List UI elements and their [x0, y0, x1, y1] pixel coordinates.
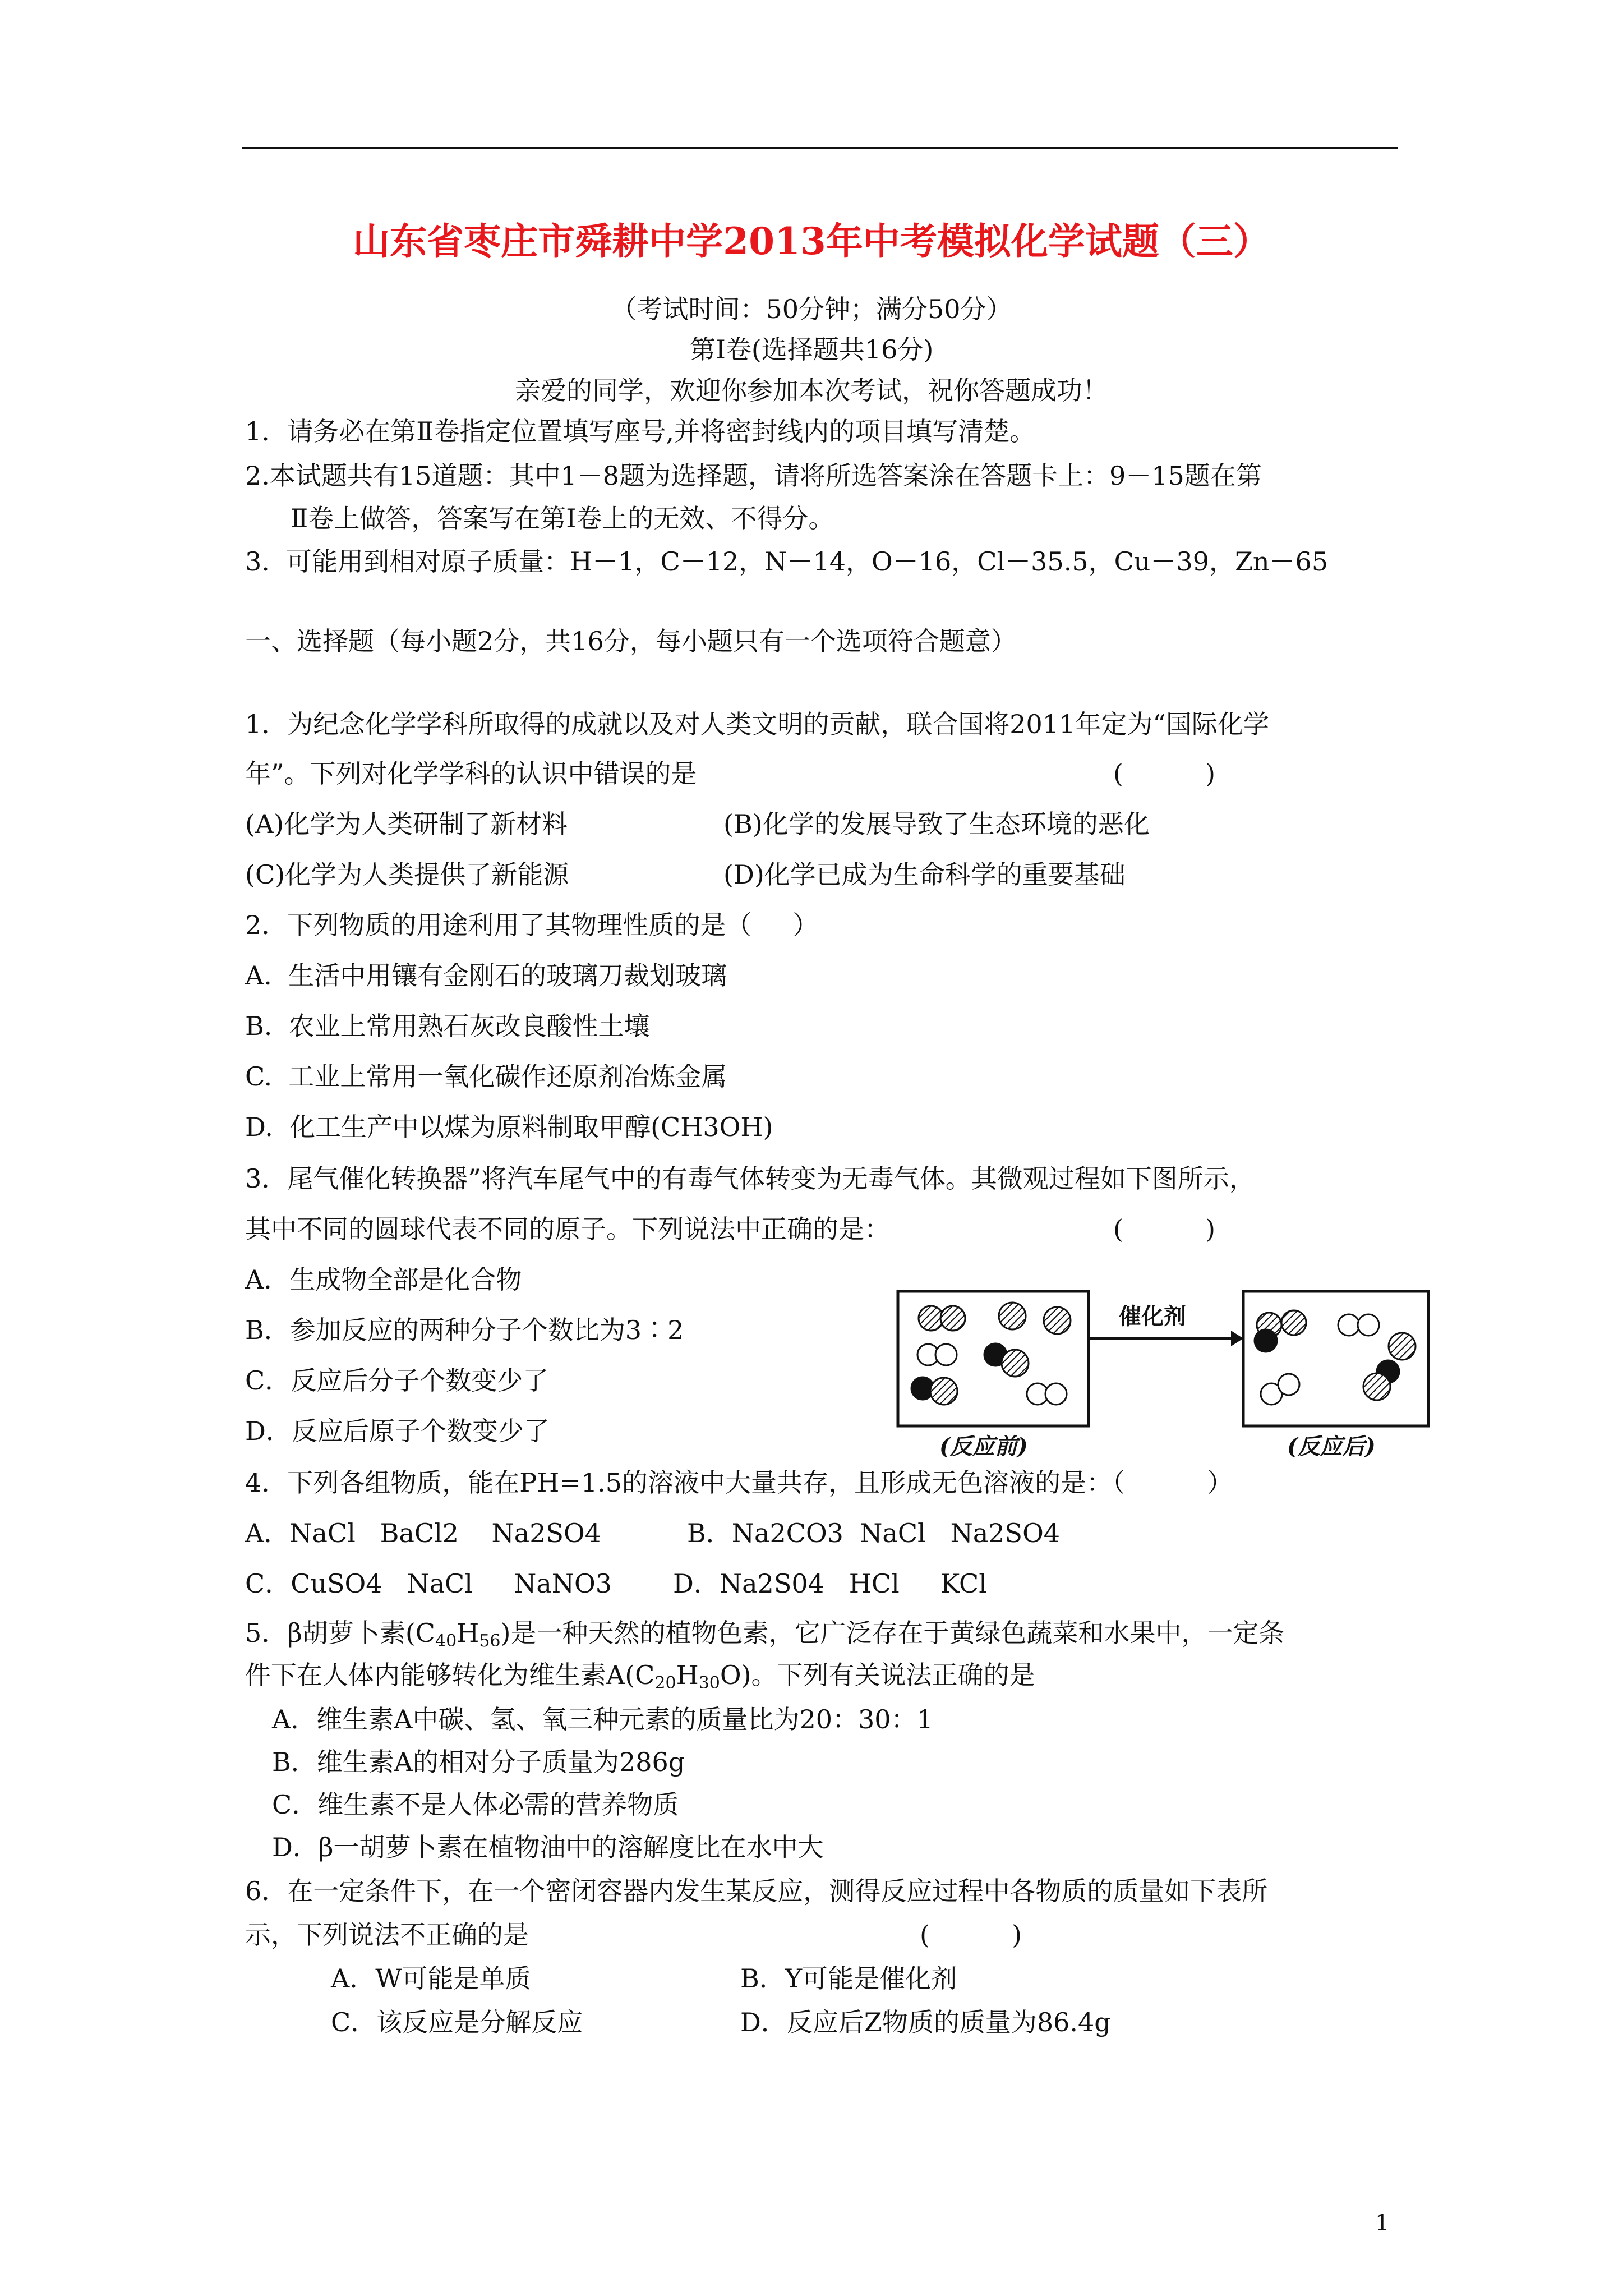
q2-option-b: B. 农业上常用熟石灰改良酸性土壤	[245, 1011, 650, 1041]
q3-option-a: A．生成物全部是化合物	[245, 1264, 522, 1295]
q1-option-c: (C)化学为人类提供了新能源	[245, 859, 569, 890]
q6-option-c: C．该反应是分解反应	[331, 2007, 583, 2037]
q4-option-c: C．CuSO4 NaCl NaNO3	[245, 1568, 612, 1599]
after-molecules	[1255, 1310, 1415, 1405]
q3-answer-bracket: ( )	[1113, 1214, 1216, 1244]
q4-option-a: A．NaCl BaCl2 Na2SO4	[245, 1518, 601, 1548]
q1-stem-line1: 1．为纪念化学学科所取得的成就以及对人类文明的贡献，联合国将2011年定为“国际化学	[245, 709, 1269, 739]
instruction-2-cont: Ⅱ卷上做答，答案写在第Ⅰ卷上的无效、不得分。	[291, 503, 834, 533]
q6-answer-bracket: ( )	[920, 1920, 1022, 1950]
q2-stem: 2．下列物质的用途利用了其物理性质的是（ ）	[245, 910, 819, 940]
greeting: 亲爱的同学，欢迎你参加本次考试，祝你答题成功！	[515, 375, 1108, 406]
instruction-1: 1．请务必在第Ⅱ卷指定位置填写座号,并将密封线内的项目填写清楚。	[245, 416, 1036, 447]
q3-option-d: D．反应后原子个数变少了	[245, 1416, 550, 1446]
q6-option-a: A．W可能是单质	[331, 1963, 531, 1994]
instruction-2: 2.本试题共有15道题：其中1－8题为选择题，请将所选答案涂在答题卡上：9－15题在第	[245, 461, 1262, 491]
q2-option-d: D. 化工生产中以煤为原料制取甲醇(CH3OH)	[245, 1112, 773, 1142]
q2-option-a: A. 生活中用镶有金刚石的玻璃刀裁划玻璃	[245, 960, 727, 991]
before-molecules	[911, 1303, 1071, 1405]
section-header: 第Ⅰ卷(选择题共16分)	[689, 334, 934, 365]
q3-option-b: B．参加反应的两种分子个数比为3∶2	[245, 1315, 684, 1345]
q6-stem-line1: 6．在一定条件下，在一个密闭容器内发生某反应，测得反应过程中各物质的质量如下表所	[245, 1876, 1268, 1906]
q5-option-d: D．β一胡萝卜素在植物油中的溶解度比在水中大	[272, 1832, 824, 1862]
q1-stem-line2: 年”。下列对化学学科的认识中错误的是	[245, 758, 697, 789]
q1-answer-bracket: ( )	[1113, 758, 1216, 789]
q1-option-b: (B)化学的发展导致了生态环境的恶化	[723, 809, 1150, 839]
reaction-diagram	[895, 1285, 1433, 1464]
exam-info: （考试时间：50分钟；满分50分）	[611, 294, 1012, 324]
q4-stem: 4．下列各组物质，能在PH=1.5的溶液中大量共存，且形成无色溶液的是：（ ）	[245, 1467, 1233, 1498]
q3-stem-line1: 3．尾气催化转换器”将汽车尾气中的有毒气体转变为无毒气体。其微观过程如下图所示，	[245, 1163, 1255, 1194]
after-label: (反应后)	[1287, 1433, 1376, 1460]
q5-stem-line2: 件下在人体内能够转化为维生素$A(C_{20}H_{30}O)$。下列有关说法正确的是	[245, 1660, 1035, 1693]
catalyst-label: 催化剂	[1119, 1303, 1186, 1329]
page-title: 山东省枣庄市舜耕中学2013年中考模拟化学试题（三）	[353, 219, 1270, 263]
instruction-3: 3. 可能用到相对原子质量：H－1，C－12，N－14，O－16，Cl－35.5，Cu－39，Zn－65	[245, 546, 1329, 577]
q3-option-c: C．反应后分子个数变少了	[245, 1365, 549, 1396]
header-rule	[242, 147, 1398, 149]
page-number: 1	[1375, 2210, 1390, 2236]
q1-option-d: (D)化学已成为生命科学的重要基础	[723, 859, 1126, 890]
q5-stem-line1: 5．β胡萝卜素$(C_{40}H_{56})$是一种天然的植物色素，它广泛存在于黄绿色蔬菜和水果中，一定条	[245, 1618, 1285, 1651]
q5-option-b: B．维生素A的相对分子质量为286g	[272, 1747, 685, 1777]
q6-stem-line2: 示，下列说法不正确的是	[245, 1920, 529, 1950]
q4-option-d: D．Na2S04 HCl KCl	[673, 1568, 987, 1599]
q5-option-c: C．维生素不是人体必需的营养物质	[272, 1789, 679, 1820]
q3-stem-line2: 其中不同的圆球代表不同的原子。下列说法中正确的是：	[245, 1214, 890, 1244]
q6-option-d: D．反应后Z物质的质量为86.4g	[740, 2007, 1111, 2037]
q2-option-c: C. 工业上常用一氧化碳作还原剂冶炼金属	[245, 1061, 727, 1092]
part-one-heading: 一、选择题（每小题2分，共16分，每小题只有一个选项符合题意）	[245, 626, 1017, 656]
q6-option-b: B．Y可能是催化剂	[740, 1963, 957, 1994]
q1-option-a: (A)化学为人类研制了新材料	[245, 809, 568, 839]
q4-option-b: B．Na2CO3 NaCl Na2SO4	[687, 1518, 1061, 1548]
before-label: (反应前)	[939, 1433, 1028, 1460]
q5-option-a: A．维生素A中碳、氢、氧三种元素的质量比为20：30：1	[272, 1704, 933, 1734]
